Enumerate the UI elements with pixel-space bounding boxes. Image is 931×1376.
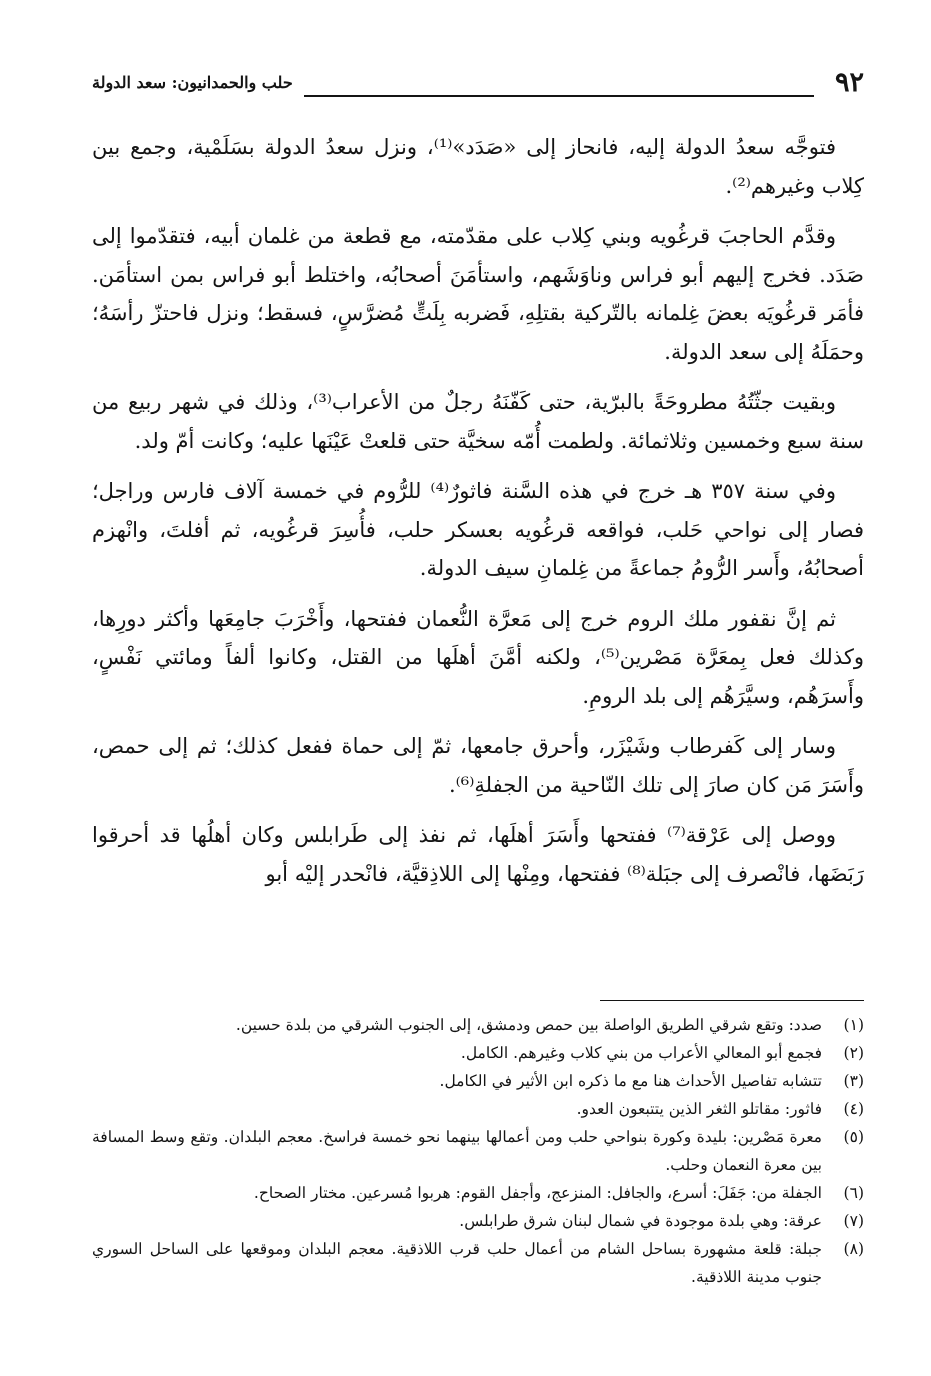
footnote bbox=[92, 1039, 864, 1067]
footnote-text: معرة مَصْرين: بليدة وكورة بنواحي حلب ومن أعمالها بينهما نحو خمسة فراسخ. معجم البلدان. وتقع وسط المسافة بين معرة النعمان وحلب. bbox=[92, 1128, 822, 1174]
footnote bbox=[92, 1207, 864, 1235]
paragraph: فتوجَّه سعدُ الدولة إليه، فانحاز إلى «صَدَد»⁽¹⁾، ونزل سعدُ الدولة بسَلَمْية، وجمع بين كِلاب وغيرهم⁽²⁾. bbox=[92, 135, 864, 198]
page-header bbox=[92, 66, 864, 100]
page-number: ٩٢ bbox=[834, 67, 864, 98]
paragraph: ثم إنَّ نقفور ملك الروم خرج إلى مَعرَّة النُّعمان ففتحها، وأَخْرَبَ جامِعَها وأكثر دورِها، وكذلك فعل بِمعَرَّة مَصْرين⁽⁵⁾، ولكنه أمَّنَ أهلَها من القتل، وكانوا ألفاً ومائتي نَفْسٍ، وأَسرَهُم، وسيَّرَهُم إلى بلد الرومِ. bbox=[92, 606, 864, 708]
footnote-number: (١) bbox=[843, 1016, 864, 1034]
footnote-text: الجفلة من: جَفَلَ: أسرع، والجافل: المنزعج، وأجفل القوم: هربوا مُسرعين. مختار الصحاح. bbox=[253, 1184, 822, 1202]
footnote-text: عرقة: وهي بلدة موجودة في شمال لبنان شرق طرابلس. bbox=[459, 1212, 822, 1230]
footnote-number: (٢) bbox=[843, 1044, 864, 1062]
footnote-number: (٦) bbox=[843, 1184, 864, 1202]
footnote-number: (٥) bbox=[843, 1128, 864, 1146]
footnote-number: (٧) bbox=[843, 1212, 864, 1230]
paragraph: وقدَّم الحاجبَ قرغُويه وبني كِلاب على مقدّمته، مع قطعة من غلمان أبيه، فتقدّموا إلى صَدَد. فخرج إليهم أبو فراس وناوَشَهم، واستأمَنَ أصحابُه، واختلط أبو فراس بمن استأمَن. فأمَر قرغُويَه بعضَ غِلمانه بالتّركية بقتلِهِ، فَضربه بِلَتٍّ مُضرَّسٍ، فسقط؛ ونزل فاحتزّ رأسَهُ؛ وحمَلَهُ إلى سعد الدولة. bbox=[92, 224, 864, 364]
running-title: حلب والحمدانيون: سعد الدولة bbox=[92, 73, 293, 92]
paragraph: وبقيت جثّتُهُ مطروحَةً بالبرّية، حتى كَفّنَهُ رجلٌ من الأعراب⁽³⁾، وذلك في شهر ربيع من سنة سبع وخمسين وثلاثمائة. ولطمت أُمّه سخيَّة حتى قلعتْ عَيْنَها عليه؛ وكانت أمّ ولد. bbox=[92, 390, 864, 453]
footnote-text: صدد: وتقع شرقي الطريق الواصلة بين حمص ودمشق، إلى الجنوب الشرقي من بلدة حسين. bbox=[235, 1016, 822, 1034]
paragraph: وسار إلى كَفرطاب وشَيْزَر، وأحرق جامعها، ثمّ إلى حماة ففعل كذلك؛ ثم إلى حمص، وأَسَرَ مَن كان صارَ إلى تلك النّاحية من الجفلةِ⁽⁶⁾. bbox=[92, 734, 864, 797]
footnote-number: (٨) bbox=[843, 1240, 864, 1258]
footnote-number: (٤) bbox=[843, 1100, 864, 1118]
footnote-text: فجمع أبو المعالي الأعراب من بني كلاب وغيرهم. الكامل. bbox=[460, 1044, 822, 1062]
paragraph: ووصل إلى عَرْقة⁽⁷⁾ ففتحها وأَسَرَ أهلَها، ثم نفذ إلى طَرابلس وكان أهلُها قد أحرقوا رَبَضَها، فانْصرف إلى جبَلة⁽⁸⁾ ففتحها، ومِنْها إلى اللاذِقيَّة، فانْحدر إليْه أبو bbox=[92, 823, 864, 886]
footnote-text: تتشابه تفاصيل الأحداث هنا مع ما ذكره ابن الأثير في الكامل. bbox=[439, 1072, 822, 1090]
footnote bbox=[92, 1067, 864, 1095]
footnote bbox=[92, 1095, 864, 1123]
footnote-divider bbox=[600, 1000, 864, 1001]
footnote bbox=[92, 1179, 864, 1207]
footnote bbox=[92, 1123, 864, 1179]
paragraph: وفي سنة ٣٥٧ هـ خرج في هذه السَّنة فاثورٌ⁽⁴⁾ للرُّوم في خمسة آلاف فارس وراجل؛ فصار إلى نواحي حَلب، فواقعه قرغُويه بعسكر حلب، فأُسِرَ قرغُويه، ثم أفلتَ، وانْهزم أصحابُهُ، وأَسر الرُّومُ جماعةً من غِلمانِ سيف الدولة. bbox=[92, 479, 864, 580]
header-rule bbox=[304, 95, 814, 97]
footnote-number: (٣) bbox=[843, 1072, 864, 1090]
footnote bbox=[92, 1235, 864, 1291]
footnote-text: فاثور: مقاتلو الثغر الذين يتتبعون العدو. bbox=[576, 1100, 822, 1118]
footnotes bbox=[92, 1011, 864, 1291]
main-text bbox=[92, 128, 864, 905]
footnote bbox=[92, 1011, 864, 1039]
footnote-text: جبلة: قلعة مشهورة بساحل الشام من أعمال حلب قرب اللاذقية. معجم البلدان وموقعها على الساحل السوري جنوب مدينة اللاذقية. bbox=[92, 1240, 822, 1286]
